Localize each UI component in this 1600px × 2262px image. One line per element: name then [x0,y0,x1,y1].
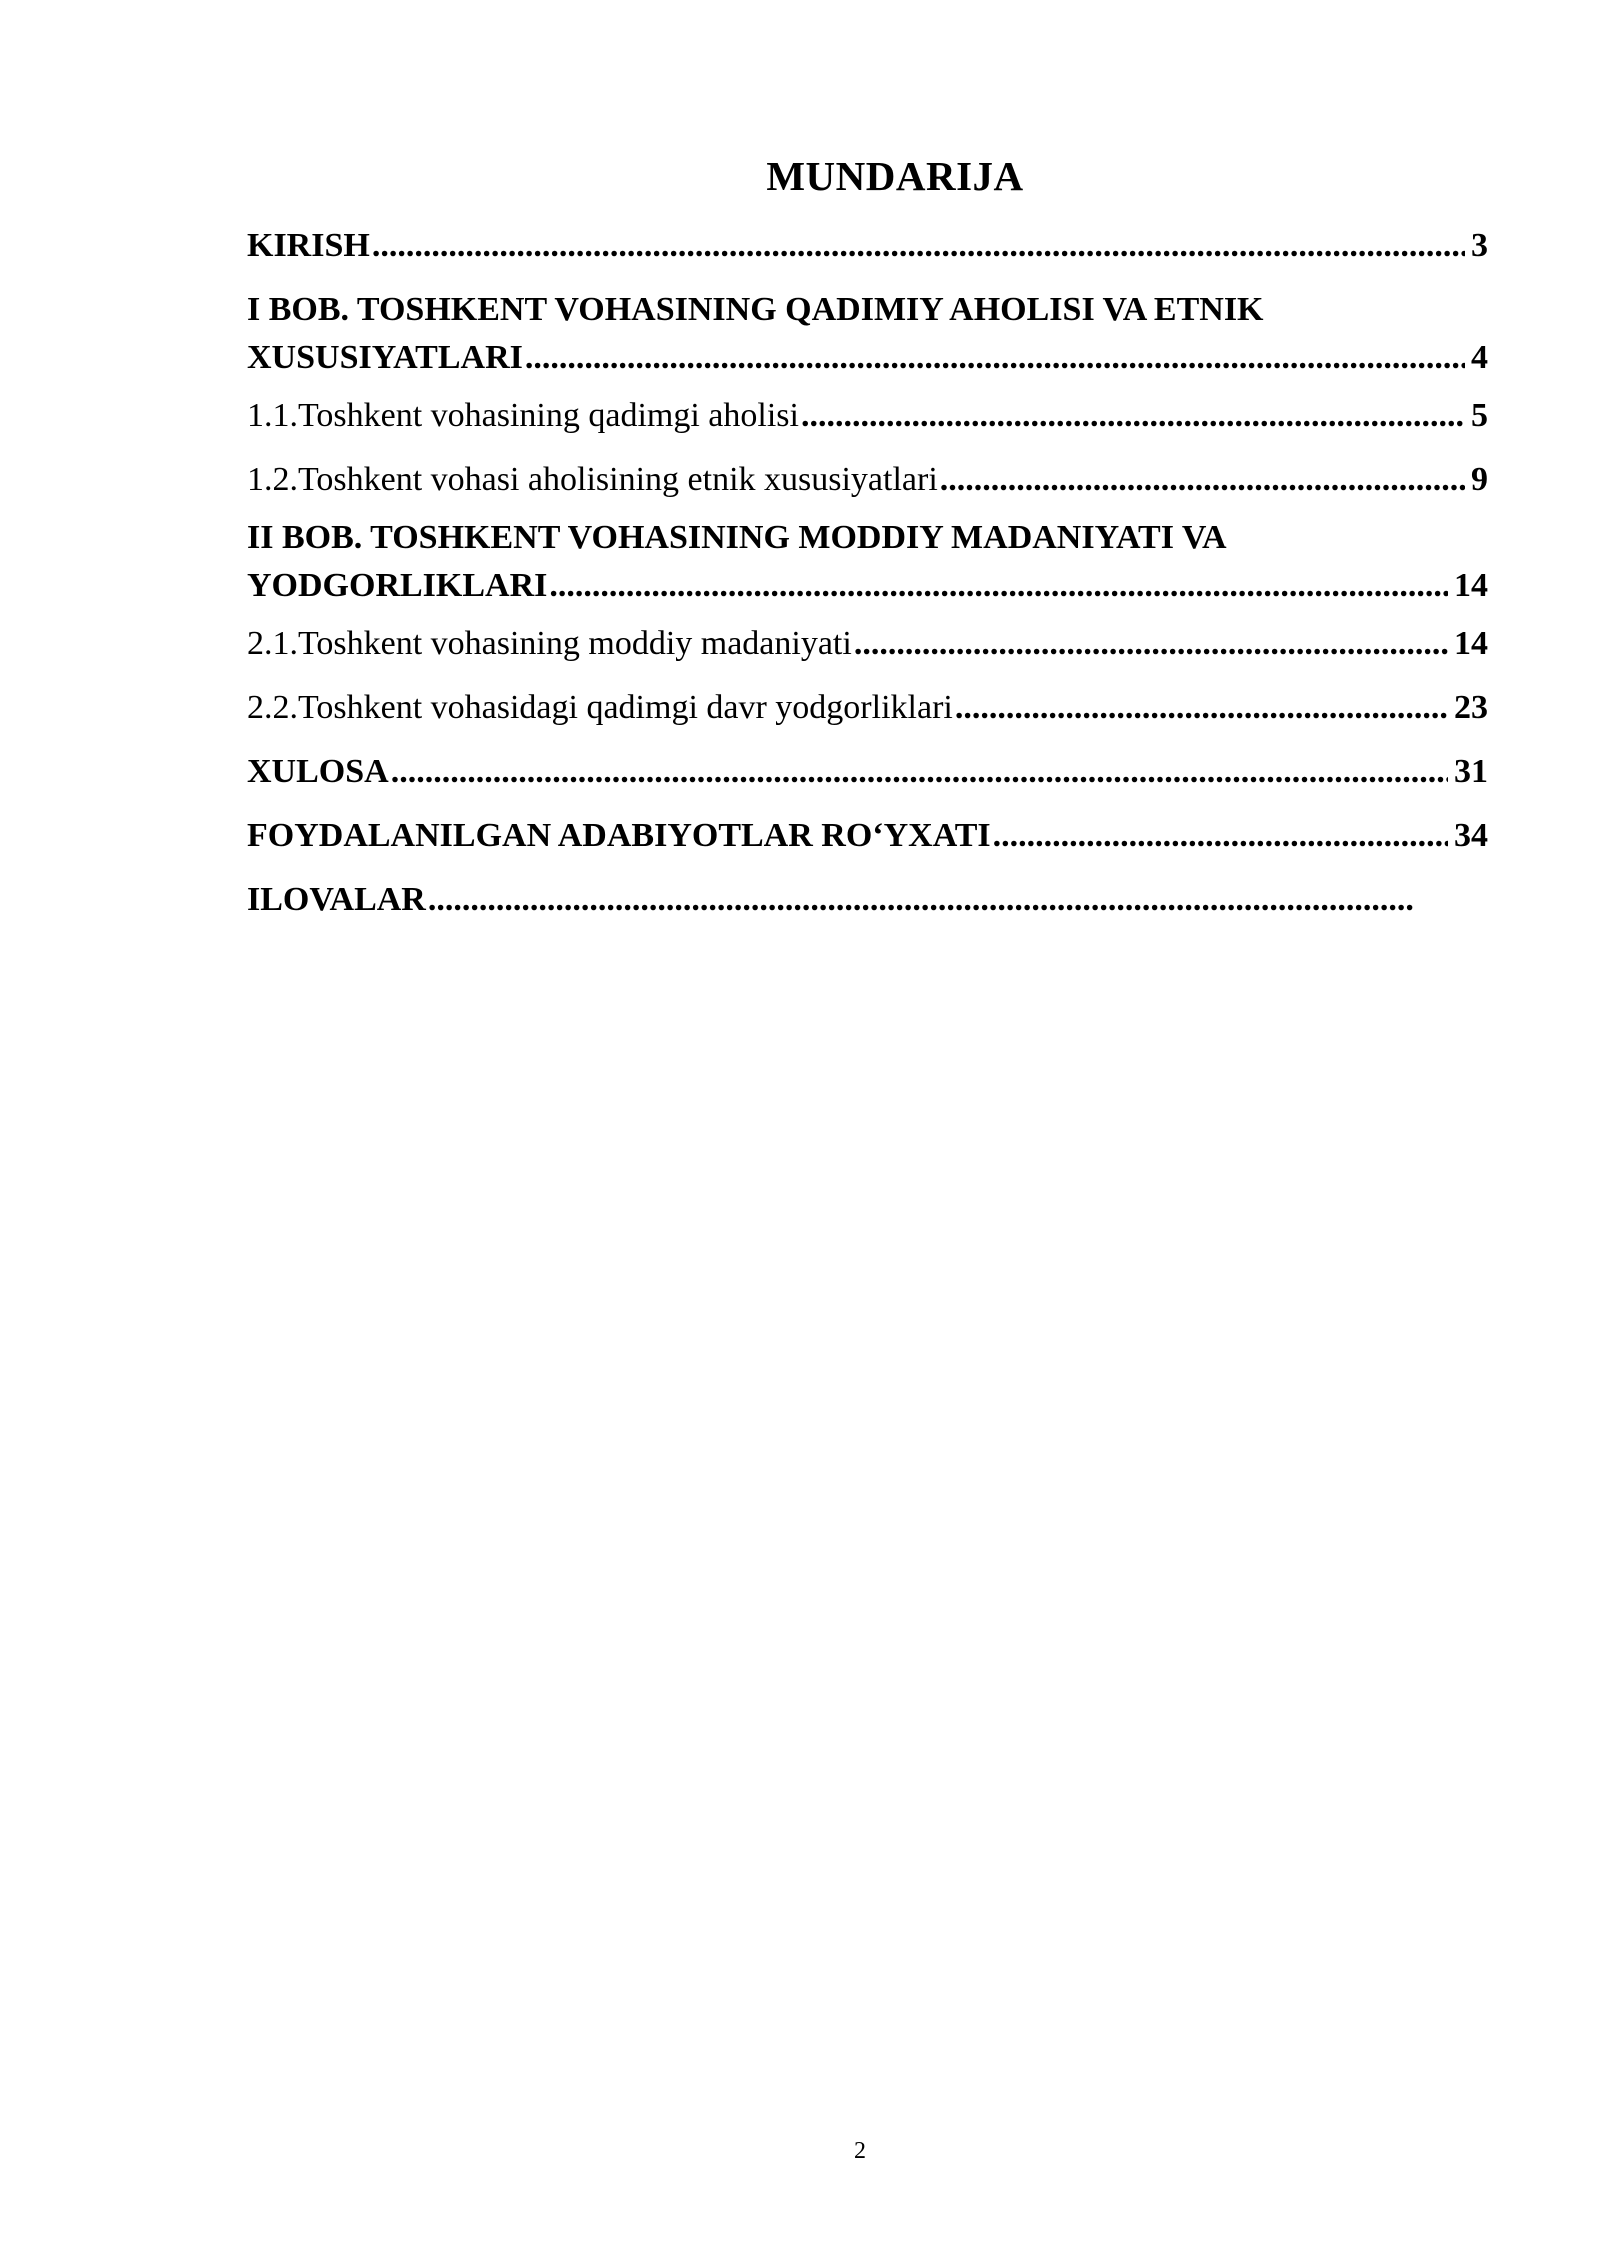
toc-entry-chapter-2[interactable] [247,514,1488,610]
toc-entry-section-2-2[interactable] [247,684,1488,732]
dot-leader [549,562,1448,610]
dot-leader [955,684,1448,732]
toc-page-number: 9 [1471,461,1488,498]
page-title: MUNDARIJA [766,153,1024,199]
toc-page-number: 34 [1454,817,1488,854]
toc-entry-label: FOYDALANILGAN ADABIYOTLAR RO‘YXATI [247,817,991,854]
dot-leader [801,392,1465,440]
dot-leader [854,620,1448,668]
toc-entry-label: XULOSA [247,753,389,790]
toc-entry-ilovalar[interactable] [247,876,1488,924]
dot-leader [940,456,1465,504]
toc-entry-label-line2: XUSUSIYATLARI [247,339,523,376]
table-of-contents [247,222,1488,940]
toc-entry-label: 1.1.Toshkent vohasining qadimgi aholisi [247,397,799,434]
toc-entry-section-1-1[interactable] [247,392,1488,440]
toc-entry-bibliography[interactable] [247,812,1488,860]
toc-entry-label: 2.2.Toshkent vohasidagi qadimgi davr yodgorliklari [247,689,953,726]
dot-leader [428,876,1413,924]
toc-entry-label: ILOVALAR [247,881,426,918]
toc-page-number: 4 [1471,339,1488,376]
toc-entry-section-2-1[interactable] [247,620,1488,668]
toc-entry-label: KIRISH [247,227,370,264]
toc-page-number: 14 [1454,567,1488,604]
dot-leader [391,748,1448,796]
toc-entry-label-line2: YODGORLIKLARI [247,567,548,604]
page-number: 2 [854,2138,866,2164]
toc-entry-label-line1: II BOB. TOSHKENT VOHASINING MODDIY MADANIYATI VA [247,519,1227,556]
toc-entry-xulosa[interactable] [247,748,1488,796]
toc-entry-label: 2.1.Toshkent vohasining moddiy madaniyati [247,625,852,662]
toc-page-number: 3 [1471,227,1488,264]
toc-page-number: 23 [1454,689,1488,726]
toc-entry-label-line1: I BOB. TOSHKENT VOHASINING QADIMIY AHOLISI VA ETNIK [247,291,1264,328]
dot-leader [372,222,1465,270]
toc-entry-label: 1.2.Toshkent vohasi aholisining etnik xususiyatlari [247,461,938,498]
toc-page-number: 31 [1454,753,1488,790]
dot-leader [525,334,1465,382]
dot-leader [993,812,1448,860]
toc-page-number: 14 [1454,625,1488,662]
toc-entry-chapter-1[interactable] [247,286,1488,382]
toc-entry-kirish[interactable] [247,222,1488,270]
toc-page-number: 5 [1471,397,1488,434]
toc-entry-section-1-2[interactable] [247,456,1488,504]
